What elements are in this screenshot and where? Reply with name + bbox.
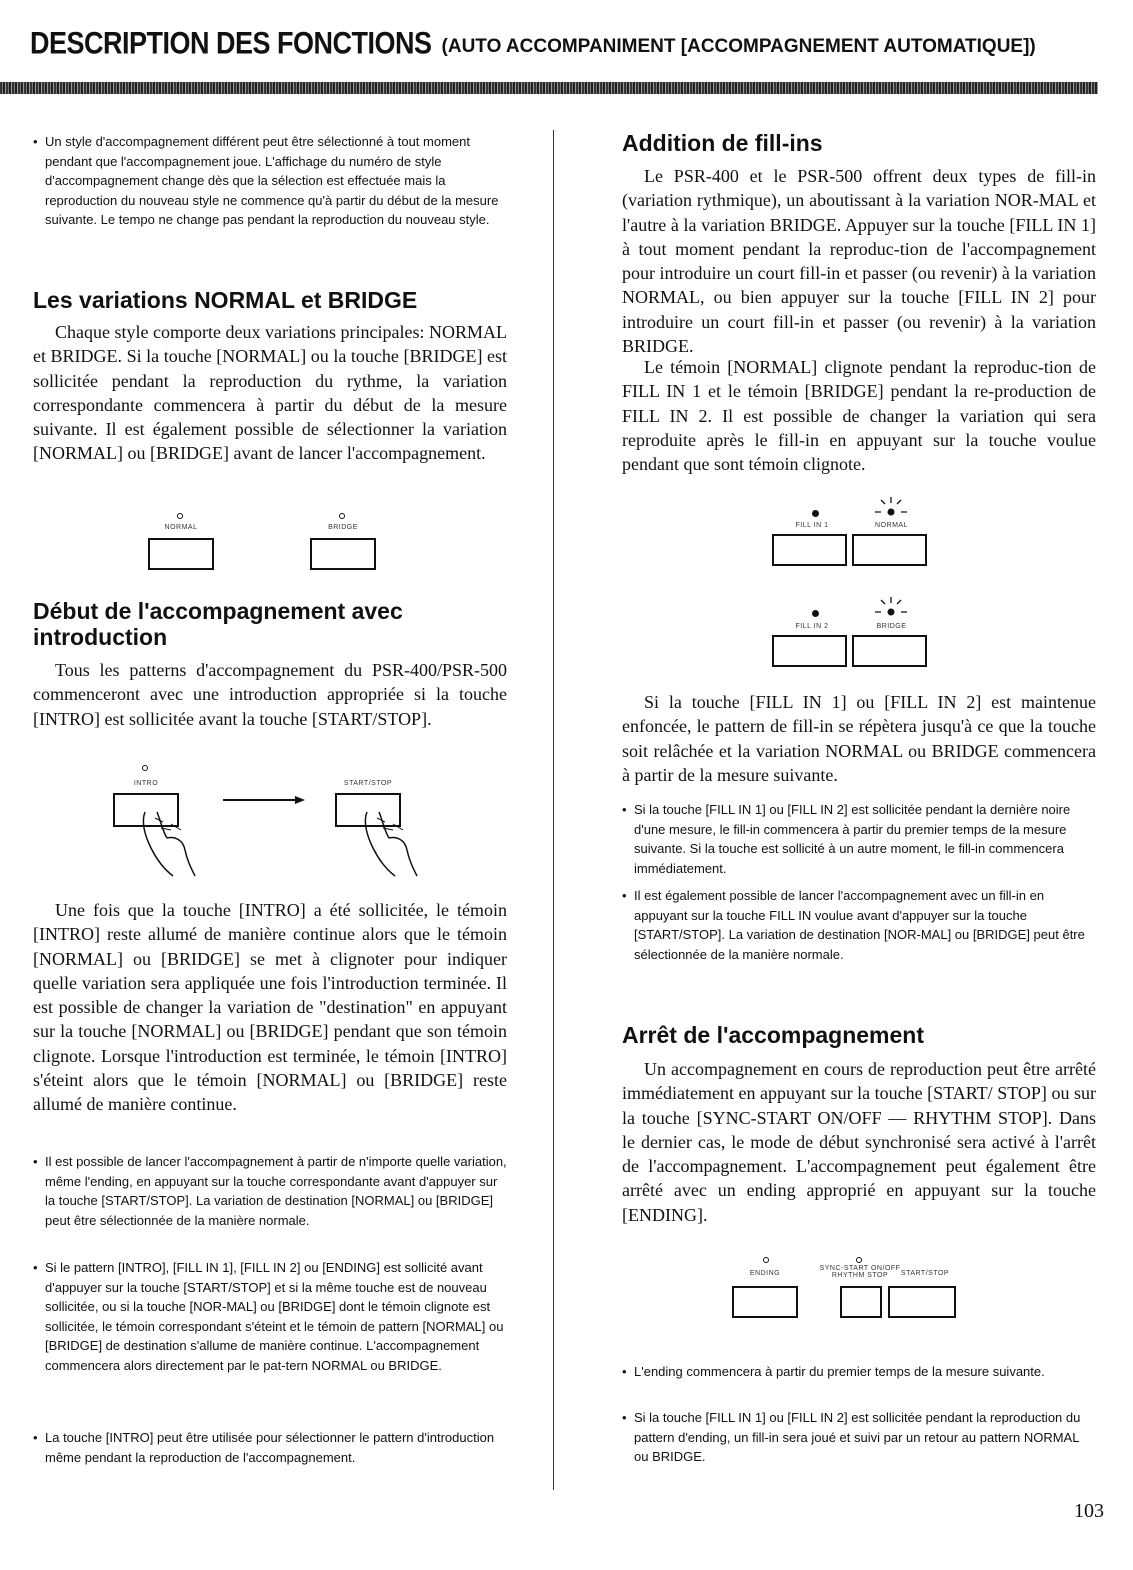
page-number: 103 [1074,1500,1104,1522]
rhythm-stop-line: RHYTHM STOP [831,1272,889,1279]
blinking-led-icon [622,0,1098,700]
para-fill-2: Le témoin [NORMAL] clignote pendant la reproduc-tion de FILL IN 1 et le témoin [BRIDGE] pendant la re-production de FILL IN 2. Il est possible de changer la variation qui sera reproduite après le fill-in en appuyant sur la touche voulue pendant que sont témoin clignote. [622,357,1096,475]
bridge-fill-button [852,635,927,667]
para-fill-1: Le PSR-400 et le PSR-500 offrent deux types de fill-in (variation rythmique), un aboutissant à la variation NOR-MAL et l'autre à la variation BRIDGE. Appuyer sur la touche [FILL IN 1] à tout moment pendant la reproduc-tion de l'accompagnement pour introduire un court fill-in et passer (ou revenir) à la variation NORMAL, ou bien appuyer sur la touche [FILL IN 2] pour introduire un court fill-in et passer (ou revenir) à la variation BRIDGE. [622,166,1096,357]
note-intro-during-playback: • La touche [INTRO] peut être utilisée pour sélectionner le pattern d'introduction même pendant la reproduction de l'accompagnement. [33,1428,508,1467]
note-fill-start: • Il est également possible de lancer l'accompagnement avec un fill-in en appuyant sur la touche FILL IN voulue avant d'appuyer sur la touche [START/STOP]. La variation de destination [NOR-MAL] ou [BRIDGE] peut être sélectionnée de la manière normale. [622,886,1092,964]
sync-start-line: SYNC-START ON/OFF [819,1265,901,1272]
heading-stop: Arrêt de l'accompagnement [622,1022,924,1048]
note-fill-during-ending: • Si la touche [FILL IN 1] ou [FILL IN 2] est sollicitée pendant la reproduction du pattern d'ending, un fill-in sera joué et suivi par un retour au pattern NORMAL ou BRIDGE. [622,1408,1092,1467]
note-ending-start: • L'ending commencera à partir du premier temps de la mesure suivante. [622,1362,1092,1382]
sync-led [856,1257,862,1263]
note-fill-timing: • Si la touche [FILL IN 1] ou [FILL IN 2] est sollicitée pendant la dernière noire d'une mesure, le fill-in commencera à partir du premier temps de la mesure suivante. Si la touche est sollicité à un autre moment, le fill-in commencera immédiatement. [622,800,1092,878]
para-fill-3: Si la touche [FILL IN 1] ou [FILL IN 2] est maintenue enfoncée, le pattern de fill-in se répètera jusqu'à ce que la touche soit relâchée et la variation NORMAL ou BRIDGE commencera à partir de la mesure suivante. [622,692,1096,785]
heading-intro: Début de l'accompagnement avec introduction [33,598,403,650]
ending-label: ENDING [749,1270,781,1277]
hand-icon [33,0,513,900]
heading-fill-ins: Addition de fill-ins [622,130,823,156]
normal-label: NORMAL [164,524,198,531]
para-intro: Tous les patterns d'accompagnement du PSR-400/PSR-500 commenceront avec une introduction appropriée si la touche [INTRO] est sollicitée avant la touche [START/STOP]. [33,660,507,729]
note-pattern-before-start: • Si le pattern [INTRO], [FILL IN 1], [FILL IN 2] ou [ENDING] est sollicité avant d'appuyer sur la touche [START/STOP] et si la même touche est de nouveau sollicitée, ou si la touche [NOR-MAL] ou [BRIDGE] dont le témoin clignote est sollicitée, le témoin correspondant s'éteint et le témoin de pattern [NORMAL] ou [BRIDGE] de destination s'allume de manière continue. L'accompagnement commencera alors directement par le pat-tern NORMAL ou BRIDGE. [33,1258,508,1375]
bridge-fill-label: BRIDGE [876,623,907,630]
start-stop-label-2: START/STOP [900,1270,950,1277]
fill-in-2-label: FILL IN 2 [795,623,829,630]
intro-label: INTRO [133,780,159,787]
column-divider [553,130,554,1490]
header-title: DESCRIPTION DES FONCTIONS [30,25,432,61]
ending-button [732,1286,798,1318]
heading-variations: Les variations NORMAL et BRIDGE [33,287,418,313]
fill-in-1-label: FILL IN 1 [795,522,829,529]
note-style-change: • Un style d'accompagnement différent peut être sélectionné à tout moment pendant que l'accompagnement joue. L'affichage du numéro de style d'accompagnement change dès que la sélection est effectuée mais la reproduction du nouveau style ne commence qu'à partir du début de la mesure suivante. Le tempo ne change pas pendant la reproduction du nouveau style. [33,132,508,230]
para-variations: Chaque style comporte deux variations principales: NORMAL et BRIDGE. Si la touche [NORMAL] ou la touche [BRIDGE] est sollicitée pendant la reproduction du rythme, la variation correspondante commencera à partir du début de la mesure suivante. Il est également possible de sélectionner la variation [NORMAL] ou [BRIDGE] avant de lancer l'accompagnement. [33,322,507,464]
start-stop-button-2 [888,1286,956,1318]
normal-fill-label: NORMAL [875,522,908,529]
note-start-any-variation: • Il est possible de lancer l'accompagnement à partir de n'importe quelle variation, même l'ending, en appuyant sur la touche correspondante avant d'appuyer sur la touche [START/STOP]. La variation de destination [NORMAL] ou [BRIDGE] peut être sélectionnée de la manière normale. [33,1152,508,1230]
sync-start-button [840,1286,882,1318]
header-subtitle: (AUTO ACCOMPANIMENT [ACCOMPAGNEMENT AUTOMATIQUE]) [441,36,1036,57]
para-intro-continued: Une fois que la touche [INTRO] a été sollicitée, le témoin [INTRO] reste allumé de manière continue alors que le témoin [NORMAL] ou [BRIDGE] se met à clignoter pour indiquer quelle variation sera appliquée une fois l'introduction terminée. Il est possible de changer la variation de "destination" en appuyant sur la touche [NORMAL] ou [BRIDGE] pendant que son témoin clignote. Lorsque l'introduction est terminée, le témoin [INTRO] s'éteint alors que le témoin [NORMAL] ou [BRIDGE] reste allumé de manière continue. [33,900,507,1115]
start-stop-label: START/STOP [343,780,393,787]
bridge-label: BRIDGE [328,524,358,531]
para-stop: Un accompagnement en cours de reproduction peut être arrêté immédiatement en appuyant sur la touche [START/ STOP] ou sur la touche [SYNC-START ON/OFF — RHYTHM STOP]. Dans le dernier cas, le mode de début synchronisé sera activé à l'arrêt de l'accompagnement. L'accompagnement peut également être arrêté avec un ending approprié en appuyant sur la touche [ENDING]. [622,1059,1096,1225]
ending-led [763,1257,769,1263]
